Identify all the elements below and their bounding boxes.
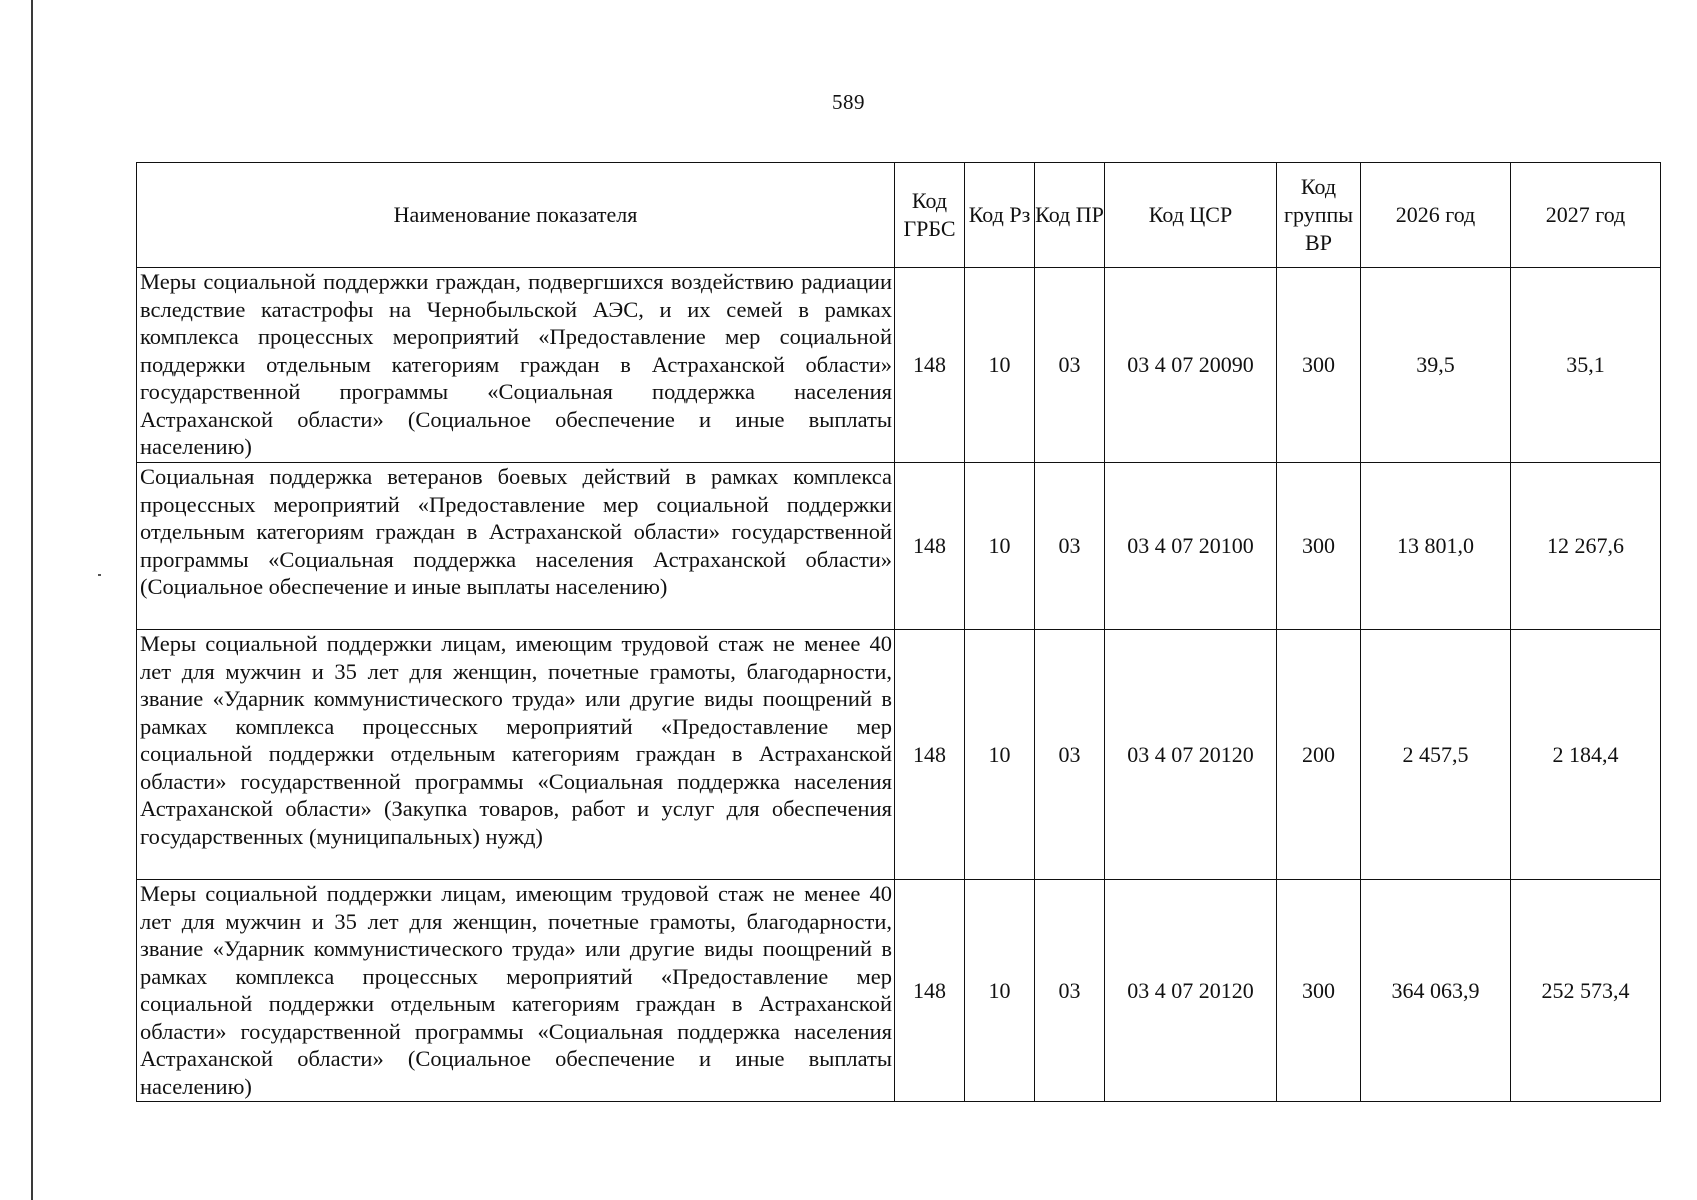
row-grbs: 148 <box>895 880 965 1102</box>
header-2026: 2026 год <box>1361 163 1511 268</box>
row-pr: 03 <box>1035 630 1105 880</box>
row-rz: 10 <box>965 880 1035 1102</box>
row-rz: 10 <box>965 463 1035 630</box>
row-grbs: 148 <box>895 463 965 630</box>
row-pr: 03 <box>1035 463 1105 630</box>
row-rz: 10 <box>965 268 1035 463</box>
row-rz: 10 <box>965 630 1035 880</box>
row-2027: 12 267,6 <box>1511 463 1661 630</box>
row-grbs: 148 <box>895 268 965 463</box>
table-header-row <box>137 163 1661 268</box>
row-vr: 300 <box>1277 880 1361 1102</box>
row-csr: 03 4 07 20120 <box>1105 880 1277 1102</box>
binding-margin-line <box>31 0 33 1200</box>
row-pr: 03 <box>1035 880 1105 1102</box>
row-pr: 03 <box>1035 268 1105 463</box>
table-row <box>137 463 1661 630</box>
row-name: Социальная поддержка ветеранов боевых действий в рамках комплекса процессных мероприятий «Предоставление мер социальной поддержки отдельным категориям граждан в Астраханской области» государственной программы «Социальная поддержка населения Астраханской области» (Социальное обеспечение и иные выплаты населению) <box>137 463 895 630</box>
table-row <box>137 268 1661 463</box>
header-2027: 2027 год <box>1511 163 1661 268</box>
page-number: 589 <box>832 90 865 114</box>
row-2026: 39,5 <box>1361 268 1511 463</box>
row-name: Меры социальной поддержки лицам, имеющим трудовой стаж не менее 40 лет для мужчин и 35 лет для женщин, почетные грамоты, благодарности, звание «Ударник коммунистического труда» или другие виды поощрений в рамках комплекса процессных мероприятий «Предоставление мер социальной поддержки отдельным категориям граждан в Астраханской области» государственной программы «Социальная поддержка населения Астраханской области» (Закупка товаров, работ и услуг для обеспечения государственных (муниципальных) нужд) <box>137 630 895 880</box>
row-2027: 252 573,4 <box>1511 880 1661 1102</box>
row-vr: 300 <box>1277 463 1361 630</box>
row-csr: 03 4 07 20100 <box>1105 463 1277 630</box>
header-csr: Код ЦСР <box>1105 163 1277 268</box>
row-2026: 364 063,9 <box>1361 880 1511 1102</box>
header-name: Наименование показателя <box>137 163 895 268</box>
table-row <box>137 880 1661 1102</box>
scan-speck <box>98 574 101 576</box>
row-2026: 13 801,0 <box>1361 463 1511 630</box>
row-2027: 2 184,4 <box>1511 630 1661 880</box>
row-csr: 03 4 07 20090 <box>1105 268 1277 463</box>
header-rz: Код Рз <box>965 163 1035 268</box>
row-name: Меры социальной поддержки лицам, имеющим трудовой стаж не менее 40 лет для мужчин и 35 лет для женщин, почетные грамоты, благодарности, звание «Ударник коммунистического труда» или другие виды поощрений в рамках комплекса процессных мероприятий «Предоставление мер социальной поддержки отдельным категориям граждан в Астраханской области» государственной программы «Социальная поддержка населения Астраханской области» (Социальное обеспечение и иные выплаты населению) <box>137 880 895 1102</box>
row-grbs: 148 <box>895 630 965 880</box>
header-grbs: Код ГРБС <box>895 163 965 268</box>
header-pr: Код ПР <box>1035 163 1105 268</box>
header-vr: Код группы ВР <box>1277 163 1361 268</box>
row-csr: 03 4 07 20120 <box>1105 630 1277 880</box>
row-vr: 200 <box>1277 630 1361 880</box>
row-vr: 300 <box>1277 268 1361 463</box>
table-row <box>137 630 1661 880</box>
budget-table <box>136 162 1661 1102</box>
row-2027: 35,1 <box>1511 268 1661 463</box>
row-name: Меры социальной поддержки граждан, подвергшихся воздействию радиации вследствие катастрофы на Чернобыльской АЭС, и их семей в рамках комплекса процессных мероприятий «Предоставление мер социальной поддержки отдельным категориям граждан в Астраханской области» государственной программы «Социальная поддержка населения Астраханской области» (Социальное обеспечение и иные выплаты населению) <box>137 268 895 463</box>
row-2026: 2 457,5 <box>1361 630 1511 880</box>
